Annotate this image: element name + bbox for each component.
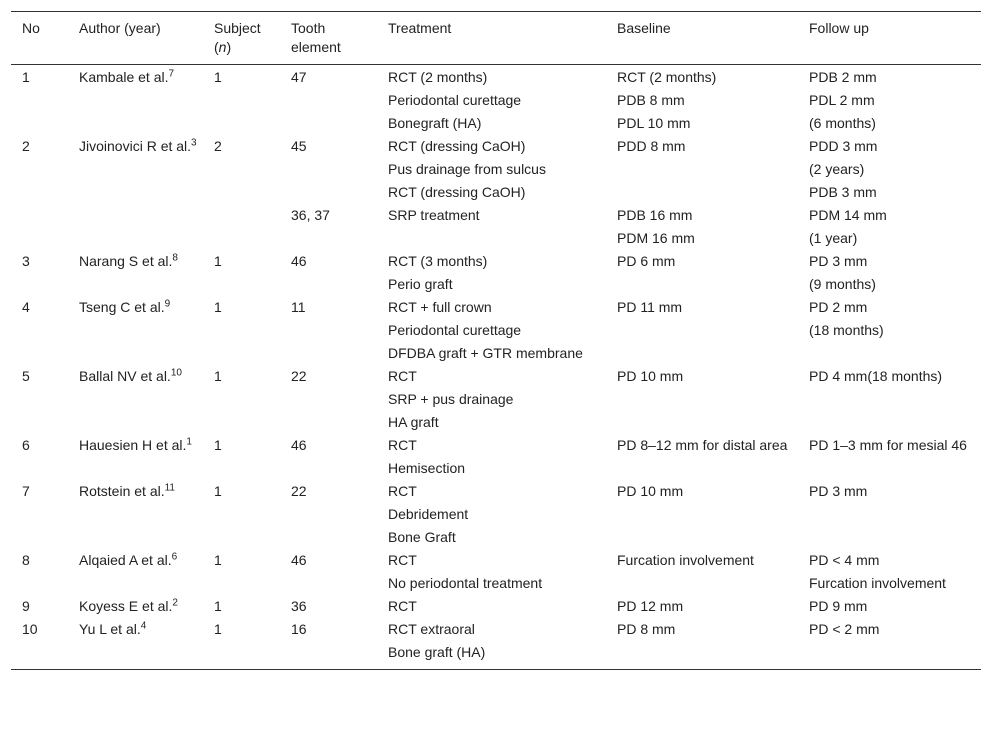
baseline-line: PD 11 mm [617, 299, 683, 315]
row-number: 3 [22, 253, 30, 269]
cell-no [11, 206, 68, 252]
tooth-element: 22 [291, 483, 307, 499]
cell-author [68, 482, 203, 551]
cell-treatment [377, 551, 606, 597]
cell-baseline [606, 137, 798, 206]
cell-author [68, 551, 203, 597]
treatment-line: RCT [388, 437, 417, 453]
table-row [11, 206, 981, 252]
cell-follow-up [798, 252, 981, 298]
treatment-line: Debridement [388, 506, 469, 522]
cell-tooth [280, 367, 377, 436]
baseline-line: Furcation involvement [617, 552, 754, 568]
header-subject [203, 12, 280, 65]
header-author: Author (year) [79, 20, 161, 36]
cell-subject [203, 298, 280, 367]
treatment-line: RCT [388, 598, 417, 614]
cell-follow-up [798, 551, 981, 597]
cell-subject [203, 137, 280, 206]
cell-treatment [377, 482, 606, 551]
cell-treatment [377, 206, 606, 252]
header-follow-up: Follow up [809, 20, 869, 36]
treatment-line: Pus drainage from sulcus [388, 161, 546, 177]
row-number: 4 [22, 299, 30, 315]
table-row [11, 436, 981, 482]
cell-subject [203, 252, 280, 298]
reference-superscript: 11 [164, 482, 175, 494]
cell-subject [203, 436, 280, 482]
cell-baseline [606, 298, 798, 367]
cell-subject [203, 367, 280, 436]
cell-subject [203, 551, 280, 597]
cell-no [11, 367, 68, 436]
follow-up-line: PD 3 mm [809, 483, 868, 499]
cell-tooth [280, 298, 377, 367]
cell-follow-up [798, 597, 981, 620]
reference-superscript: 3 [191, 137, 197, 149]
cell-baseline [606, 252, 798, 298]
cell-baseline [606, 597, 798, 620]
cell-baseline [606, 551, 798, 597]
treatment-line: Bone Graft [388, 529, 456, 545]
table-row [11, 137, 981, 206]
cell-tooth [280, 551, 377, 597]
cell-treatment [377, 137, 606, 206]
cell-treatment [377, 65, 606, 138]
author-name: Rotstein et al. [79, 483, 165, 499]
treatment-line: RCT (dressing CaOH) [388, 138, 526, 154]
header-subject-n: n [218, 39, 227, 55]
treatment-line: Bonegraft (HA) [388, 115, 482, 131]
header-row [11, 12, 981, 65]
cell-follow-up [798, 65, 981, 138]
treatment-line: Periodontal curettage [388, 92, 522, 108]
follow-up-line: Furcation involvement [809, 575, 946, 591]
follow-up-line: PD 2 mm [809, 299, 868, 315]
author-name: Alqaied A et al. [79, 552, 172, 568]
baseline-line: PDL 10 mm [617, 115, 691, 131]
cell-follow-up [798, 137, 981, 206]
reference-superscript: 10 [170, 367, 182, 379]
table-row [11, 65, 981, 138]
cell-tooth [280, 206, 377, 252]
cell-treatment [377, 620, 606, 670]
cell-tooth [280, 620, 377, 670]
reference-superscript: 6 [171, 551, 178, 563]
follow-up-line: PD 3 mm [809, 253, 868, 269]
subject-count: 1 [214, 437, 222, 453]
follow-up-line: PDL 2 mm [809, 92, 875, 108]
author-name: Yu L et al. [79, 621, 141, 637]
treatment-line: Bone graft (HA) [388, 644, 486, 660]
follow-up-line: PD < 2 mm [809, 621, 880, 637]
cell-subject [203, 597, 280, 620]
studies-table [11, 11, 981, 670]
cell-tooth [280, 482, 377, 551]
subject-count: 1 [214, 598, 222, 614]
subject-count: 2 [214, 138, 222, 154]
treatment-line: RCT + full crown [388, 299, 492, 315]
treatment-line: RCT [388, 552, 417, 568]
treatment-line: RCT (dressing CaOH) [388, 184, 526, 200]
baseline-line: PD 8–12 mm for distal area [617, 437, 788, 453]
treatment-line: RCT [388, 483, 417, 499]
follow-up-line: PD 1–3 mm for mesial 46 [809, 437, 967, 453]
header-subject-suffix: ) [226, 39, 232, 55]
table-row [11, 367, 981, 436]
cell-subject [203, 620, 280, 670]
cell-no [11, 597, 68, 620]
follow-up-line: (2 years) [809, 161, 865, 177]
follow-up-line: (18 months) [809, 322, 884, 338]
treatment-line: RCT extraoral [388, 621, 475, 637]
treatment-line: DFDBA graft + GTR membrane [388, 345, 583, 361]
author-name: Tseng C et al. [79, 299, 165, 315]
cell-tooth [280, 597, 377, 620]
author-name: Koyess E et al. [79, 598, 173, 614]
tooth-element: 36 [291, 598, 307, 614]
reference-superscript: 9 [164, 298, 171, 310]
cell-treatment [377, 436, 606, 482]
tooth-element: 16 [291, 621, 307, 637]
header-subject-prefix: Subject ( [214, 20, 261, 55]
treatment-line: SRP treatment [388, 207, 480, 223]
cell-follow-up [798, 620, 981, 670]
cell-tooth [280, 252, 377, 298]
cell-no [11, 298, 68, 367]
cell-baseline [606, 620, 798, 670]
header-baseline: Baseline [617, 20, 671, 36]
follow-up-line: PD 4 mm(18 months) [809, 368, 943, 384]
cell-tooth [280, 65, 377, 138]
table-row [11, 551, 981, 597]
baseline-line: PD 10 mm [617, 483, 684, 499]
cell-no [11, 137, 68, 206]
treatment-line: No periodontal treatment [388, 575, 543, 591]
cell-baseline [606, 436, 798, 482]
baseline-line: PDB 8 mm [617, 92, 685, 108]
row-number: 1 [22, 69, 30, 85]
cell-author [68, 436, 203, 482]
tooth-element: 45 [291, 138, 307, 154]
table-row [11, 597, 981, 620]
treatment-line: SRP + pus drainage [388, 391, 514, 407]
follow-up-line: (9 months) [809, 276, 876, 292]
cell-author [68, 597, 203, 620]
baseline-line: RCT (2 months) [617, 69, 717, 85]
reference-superscript: 2 [172, 597, 178, 609]
follow-up-line: PDB 3 mm [809, 184, 877, 200]
tooth-element: 22 [291, 368, 307, 384]
cell-subject [203, 65, 280, 138]
treatment-line: RCT [388, 368, 417, 384]
treatment-line: Perio graft [388, 276, 453, 292]
studies-table-container [11, 11, 981, 670]
cell-author [68, 206, 203, 252]
cell-follow-up [798, 367, 981, 436]
subject-count: 1 [214, 69, 222, 85]
follow-up-line: PD 9 mm [809, 598, 868, 614]
baseline-line: PD 6 mm [617, 253, 676, 269]
subject-count: 1 [214, 253, 222, 269]
baseline-line: PD 12 mm [617, 598, 684, 614]
table-row [11, 620, 981, 670]
cell-author [68, 620, 203, 670]
table-row [11, 298, 981, 367]
baseline-line: PD 10 mm [617, 368, 684, 384]
row-number: 2 [22, 138, 30, 154]
reference-superscript: 8 [172, 252, 178, 264]
follow-up-line: (1 year) [809, 230, 858, 246]
cell-no [11, 252, 68, 298]
follow-up-line: PDD 3 mm [809, 138, 878, 154]
author-name: Kambale et al. [79, 69, 169, 85]
tooth-element: 46 [291, 552, 307, 568]
row-number: 8 [22, 552, 30, 568]
cell-treatment [377, 298, 606, 367]
cell-baseline [606, 65, 798, 138]
treatment-line: Hemisection [388, 460, 466, 476]
row-number: 5 [22, 368, 30, 384]
cell-no [11, 620, 68, 670]
cell-follow-up [798, 298, 981, 367]
cell-tooth [280, 436, 377, 482]
table-row [11, 482, 981, 551]
subject-count: 1 [214, 483, 222, 499]
reference-superscript: 1 [186, 436, 192, 448]
reference-superscript: 7 [168, 68, 175, 80]
cell-author [68, 298, 203, 367]
header-tooth: Tooth element [291, 20, 341, 55]
cell-no [11, 65, 68, 138]
baseline-line: PDM 16 mm [617, 230, 695, 246]
author-name: Ballal NV et al. [79, 368, 171, 384]
author-name: Jivoinovici R et al. [79, 138, 192, 154]
table-header [11, 12, 981, 65]
author-name: Hauesien H et al. [79, 437, 187, 453]
subject-count: 1 [214, 552, 222, 568]
cell-treatment [377, 252, 606, 298]
cell-follow-up [798, 206, 981, 252]
cell-baseline [606, 206, 798, 252]
row-number: 9 [22, 598, 30, 614]
cell-author [68, 65, 203, 138]
header-treatment: Treatment [388, 20, 452, 36]
tooth-element: 36, 37 [291, 207, 330, 223]
subject-count: 1 [214, 621, 222, 637]
cell-follow-up [798, 436, 981, 482]
cell-author [68, 252, 203, 298]
follow-up-line: (6 months) [809, 115, 876, 131]
row-number: 10 [22, 621, 38, 637]
cell-baseline [606, 367, 798, 436]
cell-tooth [280, 137, 377, 206]
cell-no [11, 436, 68, 482]
subject-count: 1 [214, 368, 222, 384]
table-row [11, 252, 981, 298]
cell-no [11, 482, 68, 551]
baseline-line: PDB 16 mm [617, 207, 693, 223]
cell-baseline [606, 482, 798, 551]
follow-up-line: PDM 14 mm [809, 207, 887, 223]
tooth-element: 11 [291, 299, 306, 315]
tooth-element: 46 [291, 437, 307, 453]
cell-follow-up [798, 482, 981, 551]
cell-treatment [377, 367, 606, 436]
row-number: 7 [22, 483, 30, 499]
follow-up-line: PDB 2 mm [809, 69, 877, 85]
cell-author [68, 367, 203, 436]
treatment-line: HA graft [388, 414, 439, 430]
subject-count: 1 [214, 299, 222, 315]
cell-no [11, 551, 68, 597]
tooth-element: 46 [291, 253, 307, 269]
treatment-line: RCT (2 months) [388, 69, 488, 85]
cell-treatment [377, 597, 606, 620]
header-no: No [22, 20, 40, 36]
cell-subject [203, 206, 280, 252]
cell-author [68, 137, 203, 206]
reference-superscript: 4 [140, 620, 147, 632]
treatment-line: Periodontal curettage [388, 322, 522, 338]
table-body [11, 65, 981, 670]
follow-up-line: PD < 4 mm [809, 552, 880, 568]
treatment-line: RCT (3 months) [388, 253, 488, 269]
row-number: 6 [22, 437, 30, 453]
cell-subject [203, 482, 280, 551]
baseline-line: PDD 8 mm [617, 138, 686, 154]
baseline-line: PD 8 mm [617, 621, 676, 637]
tooth-element: 47 [291, 69, 307, 85]
author-name: Narang S et al. [79, 253, 173, 269]
